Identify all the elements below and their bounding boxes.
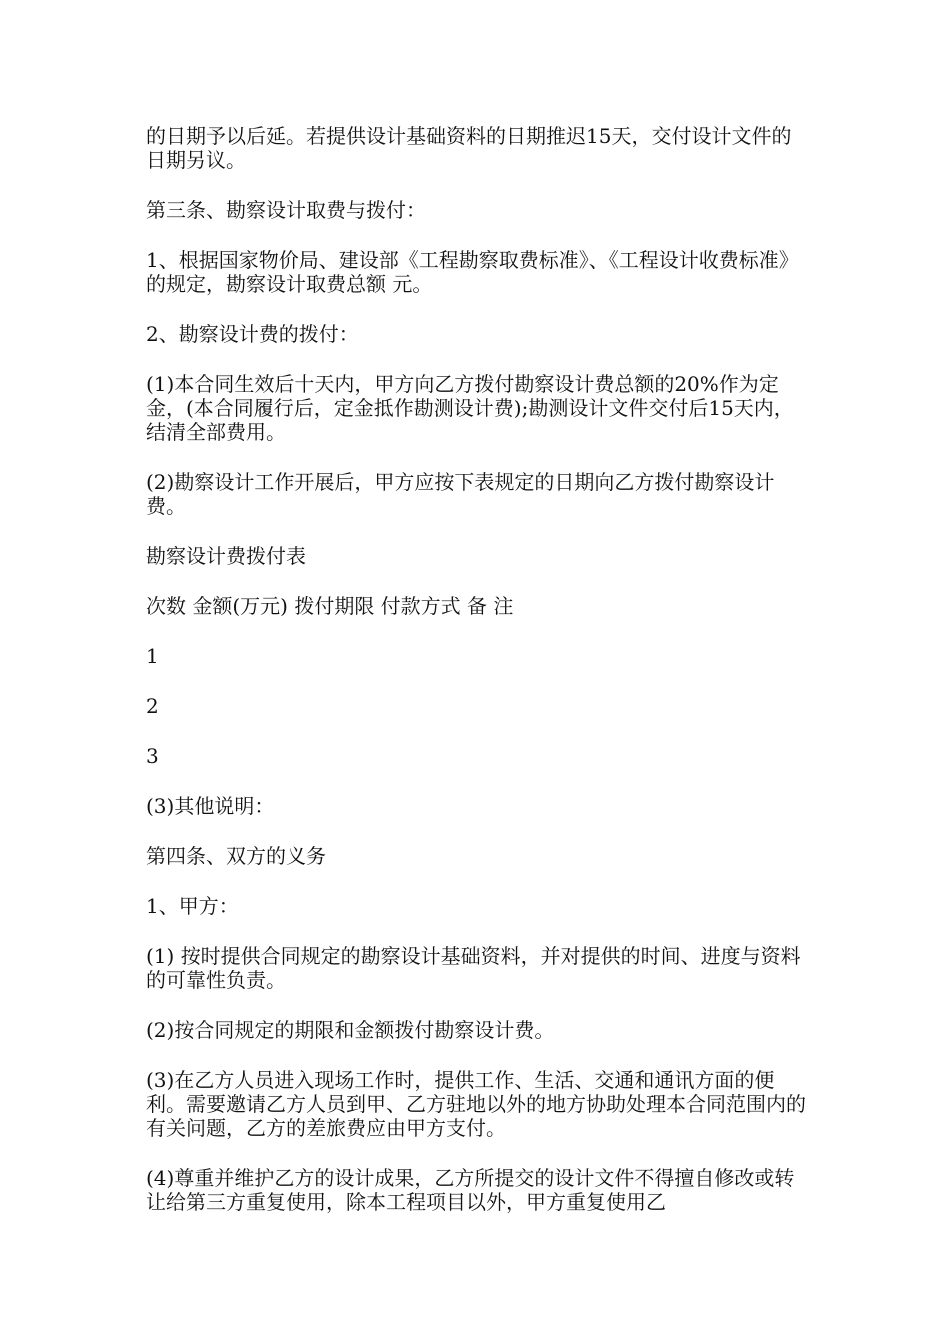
table-row: 1 [146, 644, 159, 668]
heading-article-4: 第四条、双方的义务 [146, 844, 326, 868]
heading-article-3: 第三条、勘察设计取费与拨付： [146, 198, 426, 222]
paragraph-fee-total: 1、根据国家物价局、建设部《工程勘察取费标准》、《工程设计收费标准》的规定，勘察设计取费总额 元。 [146, 248, 799, 296]
document-body [146, 124, 808, 1240]
paragraph-other-notes: (3)其他说明： [146, 794, 275, 818]
heading-party-a: 1、甲方： [146, 894, 239, 918]
paragraph-deposit: (1)本合同生效后十天内，甲方向乙方拨付勘察设计费总额的20%作为定金，(本合同履行后，定金抵作勘测设计费);勘测设计文件交付后15天内，结清全部费用。 [146, 372, 794, 444]
paragraph-obligation-4: (4)尊重并维护乙方的设计成果，乙方所提交的设计文件不得擅自修改或转让给第三方重复使用，除本工程项目以外，甲方重复使用乙 [146, 1166, 795, 1214]
paragraph-delivery-date: 的日期予以后延。若提供设计基础资料的日期推迟15天，交付设计文件的日期另议。 [146, 124, 792, 172]
paragraph-schedule-note: (2)勘察设计工作开展后，甲方应按下表规定的日期向乙方拨付勘察设计费。 [146, 470, 775, 518]
paragraph-obligation-2: (2)按合同规定的期限和金额拨付勘察设计费。 [146, 1018, 555, 1042]
table-row: 3 [146, 744, 159, 768]
table-row: 2 [146, 694, 159, 718]
table-header-row: 次数 金额(万元) 拨付期限 付款方式 备 注 [146, 594, 514, 618]
table-title: 勘察设计费拨付表 [146, 544, 306, 568]
paragraph-obligation-3: (3)在乙方人员进入现场工作时，提供工作、生活、交通和通讯方面的便利。需要邀请乙方人员到甲、乙方驻地以外的地方协助处理本合同范围内的有关问题，乙方的差旅费应由甲方支付。 [146, 1068, 806, 1140]
paragraph-fee-payment: 2、勘察设计费的拨付： [146, 322, 359, 346]
paragraph-obligation-1: (1) 按时提供合同规定的勘察设计基础资料，并对提供的时间、进度与资料的可靠性负责。 [146, 944, 801, 992]
